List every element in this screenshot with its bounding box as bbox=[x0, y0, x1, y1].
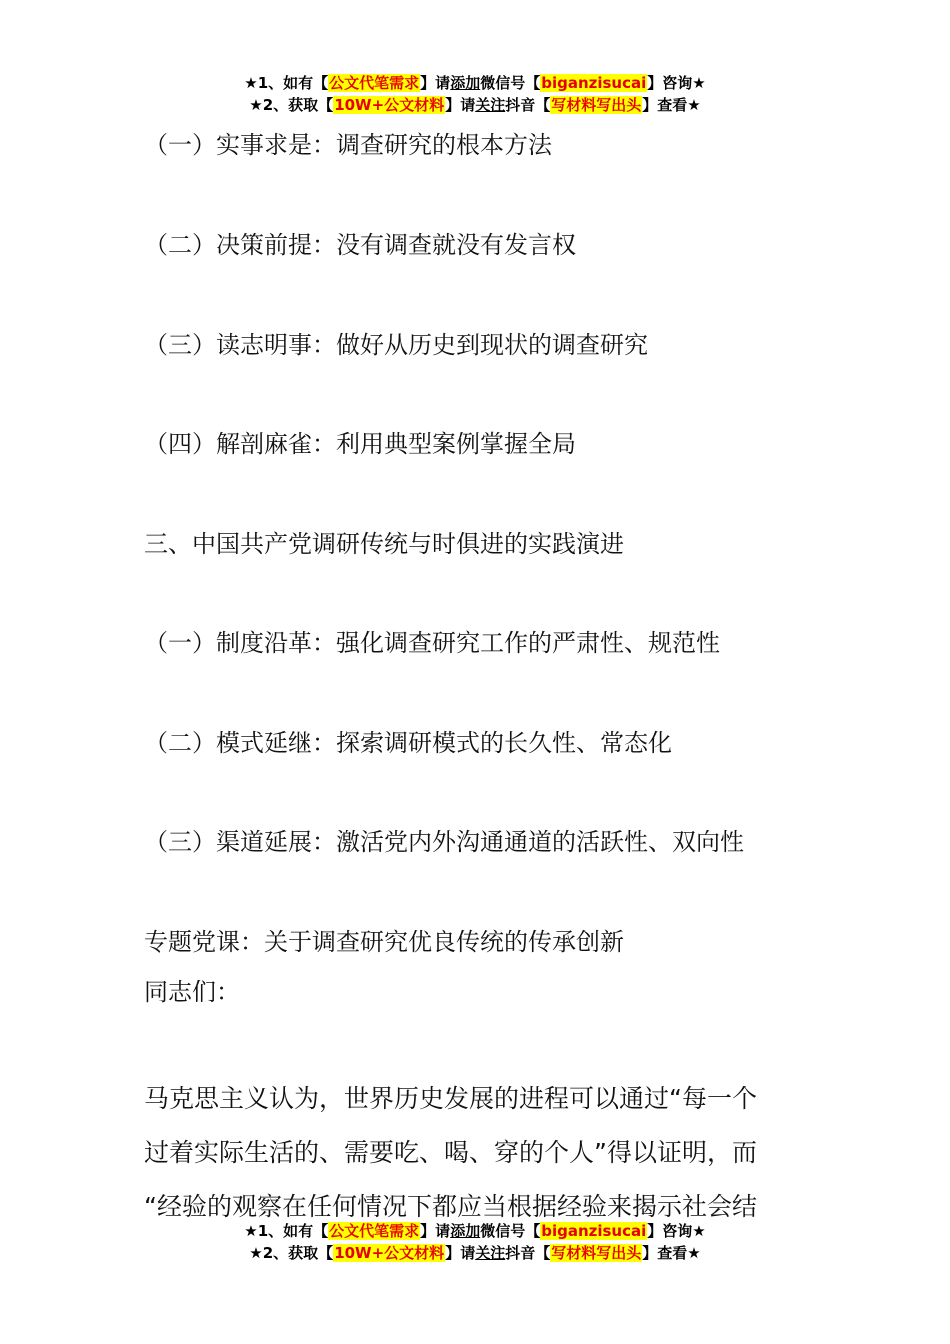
banner-text: 微信号【 bbox=[480, 1222, 541, 1240]
outline-item: （二）决策前提：没有调查就没有发言权 bbox=[144, 231, 576, 259]
banner-text: 】咨询★ bbox=[647, 1222, 706, 1240]
banner-highlight: 10W+公文材料 bbox=[334, 1244, 445, 1262]
banner-text: ★2、获取【 bbox=[249, 96, 334, 114]
banner-text: ★1、如有【 bbox=[244, 1222, 329, 1240]
banner-highlight: 写材料写出头 bbox=[551, 96, 642, 114]
outline-item: （四）解剖麻雀：利用典型案例掌握全局 bbox=[144, 430, 576, 458]
banner-line-2 bbox=[0, 94, 950, 116]
banner-line-2 bbox=[0, 1242, 950, 1264]
banner-text: ★1、如有【 bbox=[244, 74, 329, 92]
banner-highlight: 公文代笔需求 bbox=[329, 74, 420, 92]
bottom-banner bbox=[0, 1220, 950, 1264]
banner-text: 抖音【 bbox=[505, 1244, 551, 1262]
outline-item: （三）渠道延展：激活党内外沟通通道的活跃性、双向性 bbox=[144, 828, 744, 856]
banner-underline: 关注 bbox=[475, 96, 506, 114]
banner-highlight: 10W+公文材料 bbox=[334, 96, 445, 114]
document-title: 专题党课：关于调查研究优良传统的传承创新 bbox=[144, 928, 624, 956]
banner-line-1 bbox=[0, 1220, 950, 1242]
paragraph-line: “经验的观察在任何情况下都应当根据经验来揭示社会结 bbox=[144, 1192, 757, 1221]
banner-text: 】请 bbox=[420, 1222, 451, 1240]
outline-item: （三）读志明事：做好从历史到现状的调查研究 bbox=[144, 331, 648, 359]
banner-highlight: biganzisucai bbox=[541, 74, 647, 92]
banner-underline: 关注 bbox=[475, 1244, 506, 1262]
greeting: 同志们： bbox=[144, 978, 240, 1006]
paragraph-line: 马克思主义认为，世界历史发展的进程可以通过“每一个 bbox=[144, 1084, 757, 1113]
banner-line-1 bbox=[0, 72, 950, 94]
paragraph-line: 过着实际生活的、需要吃、喝、穿的个人”得以证明，而 bbox=[144, 1138, 757, 1167]
banner-text: 】查看★ bbox=[642, 96, 701, 114]
banner-text: 】咨询★ bbox=[647, 74, 706, 92]
banner-highlight: 公文代笔需求 bbox=[329, 1222, 420, 1240]
banner-text: 】请 bbox=[445, 96, 476, 114]
banner-text: 】查看★ bbox=[642, 1244, 701, 1262]
body-paragraph bbox=[144, 1072, 824, 1234]
banner-underline: 添加 bbox=[450, 74, 481, 92]
banner-highlight: biganzisucai bbox=[541, 1222, 647, 1240]
top-banner bbox=[0, 72, 950, 116]
outline-item: （二）模式延继：探索调研模式的长久性、常态化 bbox=[144, 729, 672, 757]
banner-text: ★2、获取【 bbox=[249, 1244, 334, 1262]
banner-text: 微信号【 bbox=[480, 74, 541, 92]
banner-text: 】请 bbox=[420, 74, 451, 92]
banner-text: 】请 bbox=[445, 1244, 476, 1262]
section-heading: 三、中国共产党调研传统与时俱进的实践演进 bbox=[144, 530, 624, 558]
banner-underline: 添加 bbox=[450, 1222, 481, 1240]
outline-item: （一）实事求是：调查研究的根本方法 bbox=[144, 131, 552, 159]
banner-text: 抖音【 bbox=[505, 96, 551, 114]
banner-highlight: 写材料写出头 bbox=[551, 1244, 642, 1262]
outline-item: （一）制度沿革：强化调查研究工作的严肃性、规范性 bbox=[144, 629, 720, 657]
